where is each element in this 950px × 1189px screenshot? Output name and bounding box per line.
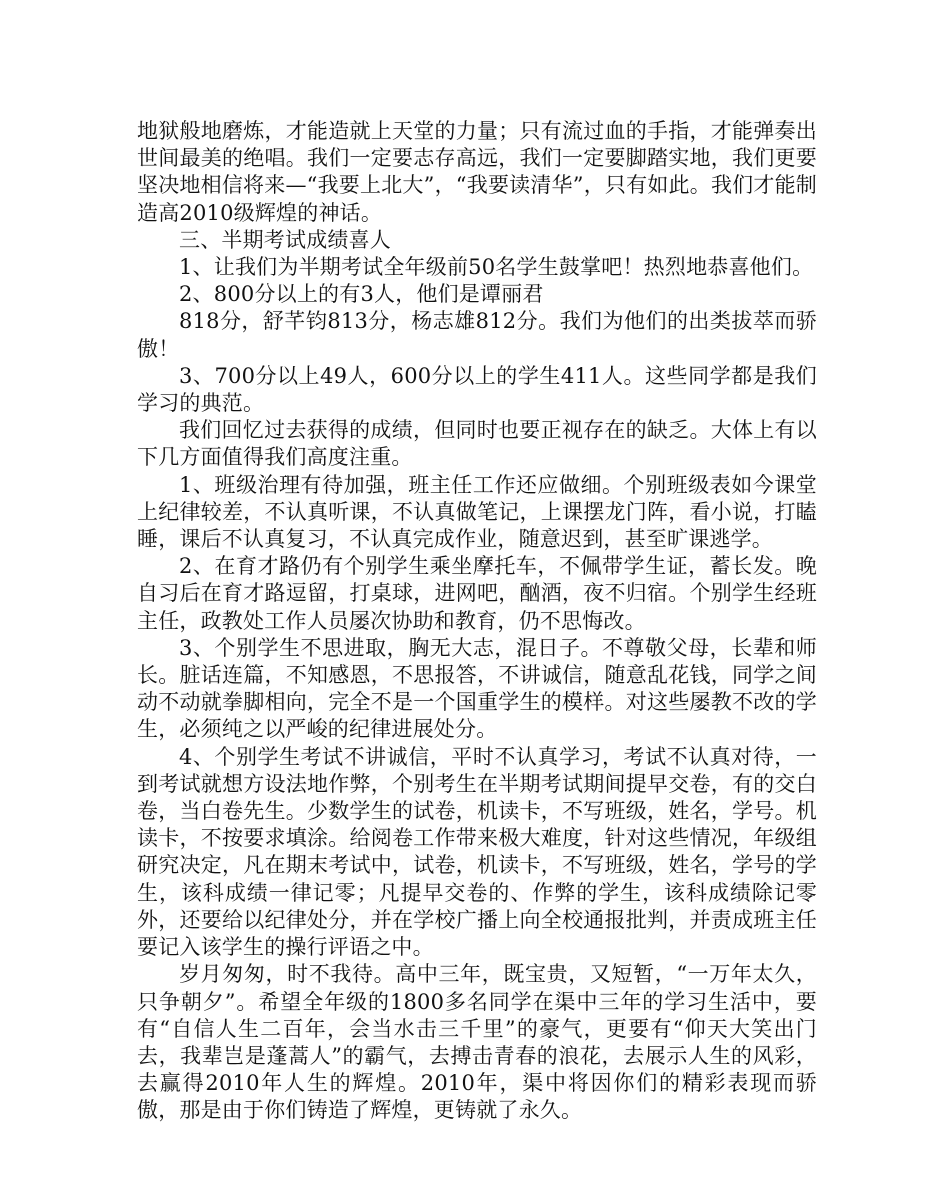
paragraph-closing: 岁月匆匆，时不我待。高中三年，既宝贵，又短暂，“一万年太久，只争朝夕”。希望全年级的1800多名同学在渠中三年的学习生活中，要有“自信人生二百年，会当水击三千里”的豪气，更要有“仰天大笑出门去，我辈岂是蓬蒿人”的霸气，去搏击青春的浪花，去展示人生的风彩，去赢得2010年人生的辉煌。2010年，渠中将因你们的精彩表现而骄傲，那是由于你们铸造了辉煌，更铸就了永久。 — [137, 962, 817, 1123]
paragraph-800-plus: 2、800分以上的有3人，他们是谭丽君 — [179, 282, 544, 307]
paragraph-top-50-applause: 1、让我们为半期考试全年级前50名学生鼓掌吧！热烈地恭喜他们。 — [179, 255, 814, 280]
document-body — [137, 118, 817, 1125]
paragraph-issue-yucai-road: 2、在育才路仍有个别学生乘坐摩托车，不佩带学生证，蓄长发。晚自习后在育才路逗留，打桌球，进网吧，酗酒，夜不归宿。个别学生经班主任，政教处工作人员屡次协助和教育，仍不思悔改。 — [137, 554, 817, 633]
paragraph-issue-exam-honesty: 4、个别学生考试不讲诚信，平时不认真学习，考试不认真对待，一到考试就想方设法地作弊，个别考生在半期考试期间提早交卷，有的交白卷，当白卷先生。少数学生的试卷，机读卡，不写班级，姓名，学号。机读卡，不按要求填涂。给阅卷工作带来极大难度，针对这些情况，年级组研究决定，凡在期末考试中，试卷，机读卡，不写班级，姓名，学号的学生，该科成绩一律记零；凡提早交卷的、作弊的学生，该科成绩除记零外，还要给以纪律处分，并在学校广播上向全校通报批判，并责成班主任要记入该学生的操行评语之中。 — [137, 744, 817, 960]
section-heading-midterm-results: 三、半期考试成绩喜人 — [179, 227, 391, 252]
paragraph-issue-class-management: 1、班级治理有待加强，班主任工作还应做细。个别班级表如今课堂上纪律较差，不认真听课，不认真做笔记，上课摆龙门阵，看小说，打瞌睡，课后不认真复习，不认真完成作业，随意迟到，甚至旷课逃学。 — [137, 472, 817, 552]
paragraph-top-scores: 818分，舒芊钧813分，杨志雄812分。我们为他们的出类拔萃而骄傲！ — [137, 309, 817, 361]
paragraph-shortcomings-intro: 我们回忆过去获得的成绩，但同时也要正视存在的缺乏。大体上有以下几方面值得我们高度注重。 — [137, 418, 817, 470]
paragraph-700-600-plus: 3、700分以上49人，600分以上的学生411人。这些同学都是我们学习的典范。 — [137, 363, 817, 416]
paragraph-issue-attitude: 3、个别学生不思进取，胸无大志，混日子。不尊敬父母，长辈和师长。脏话连篇，不知感恩，不思报答，不讲诚信，随意乱花钱，同学之间动不动就拳脚相向，完全不是一个国重学生的模样。对这些屡教不改的学生，必须纯之以严峻的纪律进展处分。 — [137, 635, 817, 742]
paragraph-continuation: 地狱般地磨炼，才能造就上天堂的力量；只有流过血的手指，才能弹奏出世间最美的绝唱。我们一定要志存高远，我们一定要脚踏实地，我们更要坚决地相信将来—“我要上北大”，“我要读清华”，只有如此。我们才能制造高2010级辉煌的神话。 — [137, 119, 817, 225]
